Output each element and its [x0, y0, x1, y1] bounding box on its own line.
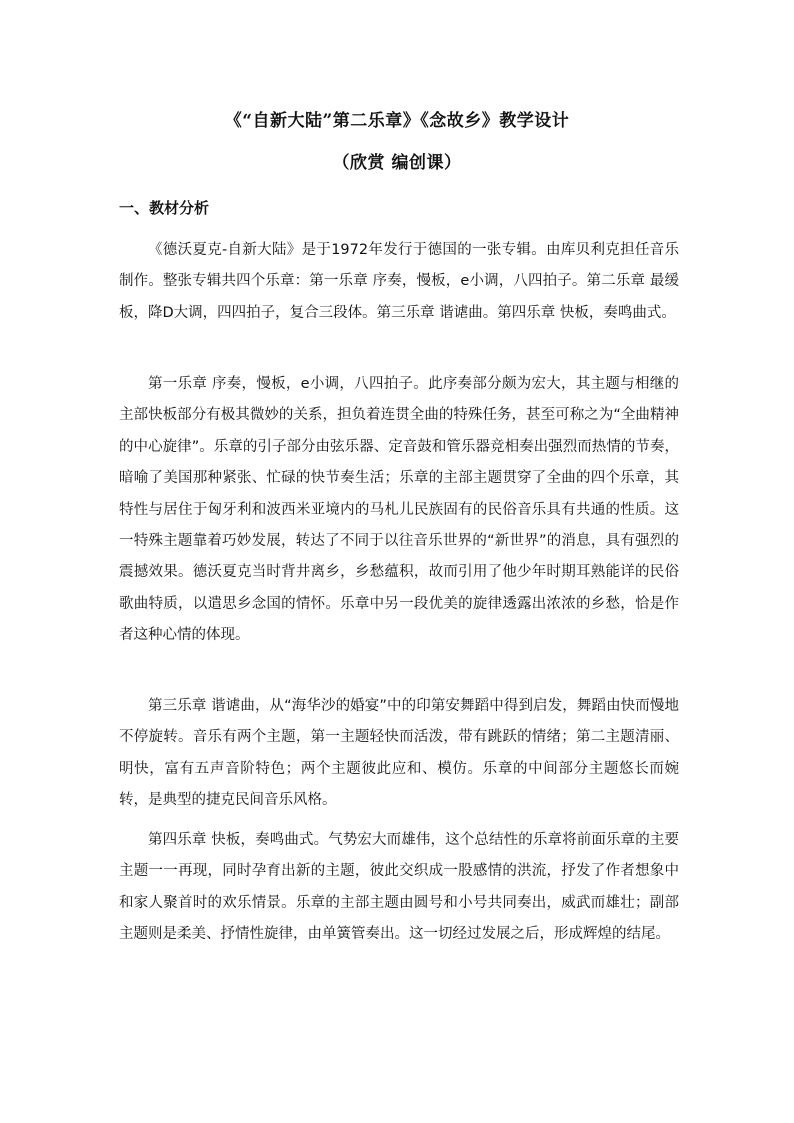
paragraph-fourth-movement: 第四乐章 快板，奏鸣曲式。气势宏大而雄伟，这个总结性的乐章将前面乐章的主要主题一一再现，同时孕育出新的主题，彼此交织成一股感情的洪流，抒发了作者想象中和家人聚首时的欢乐情景。乐章的主部主题由圆号和小号共同奏出，威武而雄壮；副部主题则是柔美、抒情性旋律，由单簧管奏出。这一切经过发展之后，形成辉煌的结尾。: [119, 832, 679, 943]
document-title: 《“自新大陆”第二乐章》《念故乡》教学设计: [224, 111, 570, 131]
section-heading: 一、教材分析: [119, 199, 210, 217]
paragraph-first-movement: 第一乐章 序奏，慢板，e小调，八四拍子。此序奏部分颇为宏大，其主题与相继的主部快板部分有极其微妙的关系，担负着连贯全曲的特殊任务，甚至可称之为“全曲精神的中心旋律”。乐章的引子部分由弦乐器、定音鼓和管乐器竞相奏出强烈而热情的节奏，暗喻了美国那种紧张、忙碌的快节奏生活；乐章的主部主题贯穿了全曲的四个乐章，其特性与居住于匈牙利和波西米亚境内的马札儿民族固有的民俗音乐具有共通的性质。这一特殊主题靠着巧妙发展，转达了不同于以往音乐世界的“新世界”的消息，具有强烈的震撼效果。德沃夏克当时背井离乡，乡愁蕴积，故而引用了他少年时期耳熟能详的民俗歌曲特质，以遣思乡念国的情怀。乐章中另一段优美的旋律透露出浓浓的乡愁，恰是作者这种心情的体现。: [119, 376, 679, 644]
paragraph-album-overview: 《德沃夏克-自新大陆》是于1972年发行于德国的一张专辑。由库贝利克担任音乐制作。整张专辑共四个乐章：第一乐章 序奏，慢板，e小调，八四拍子。第二乐章 最缓板，降D大调，四四拍子，复合三段体。第三乐章 谐谑曲。第四乐章 快板，奏鸣曲式。: [119, 242, 679, 321]
paragraph-third-movement: 第三乐章 谐谑曲，从“海华沙的婚宴”中的印第安舞蹈中得到启发，舞蹈由快而慢地不停旋转。音乐有两个主题，第一主题轻快而活泼，带有跳跃的情绪；第二主题清丽、明快，富有五声音阶特色；两个主题彼此应和、模仿。乐章的中间部分主题悠长而婉转，是典型的捷克民间音乐风格。: [119, 698, 679, 809]
document-subtitle: （欣赏 编创课）: [332, 153, 462, 173]
